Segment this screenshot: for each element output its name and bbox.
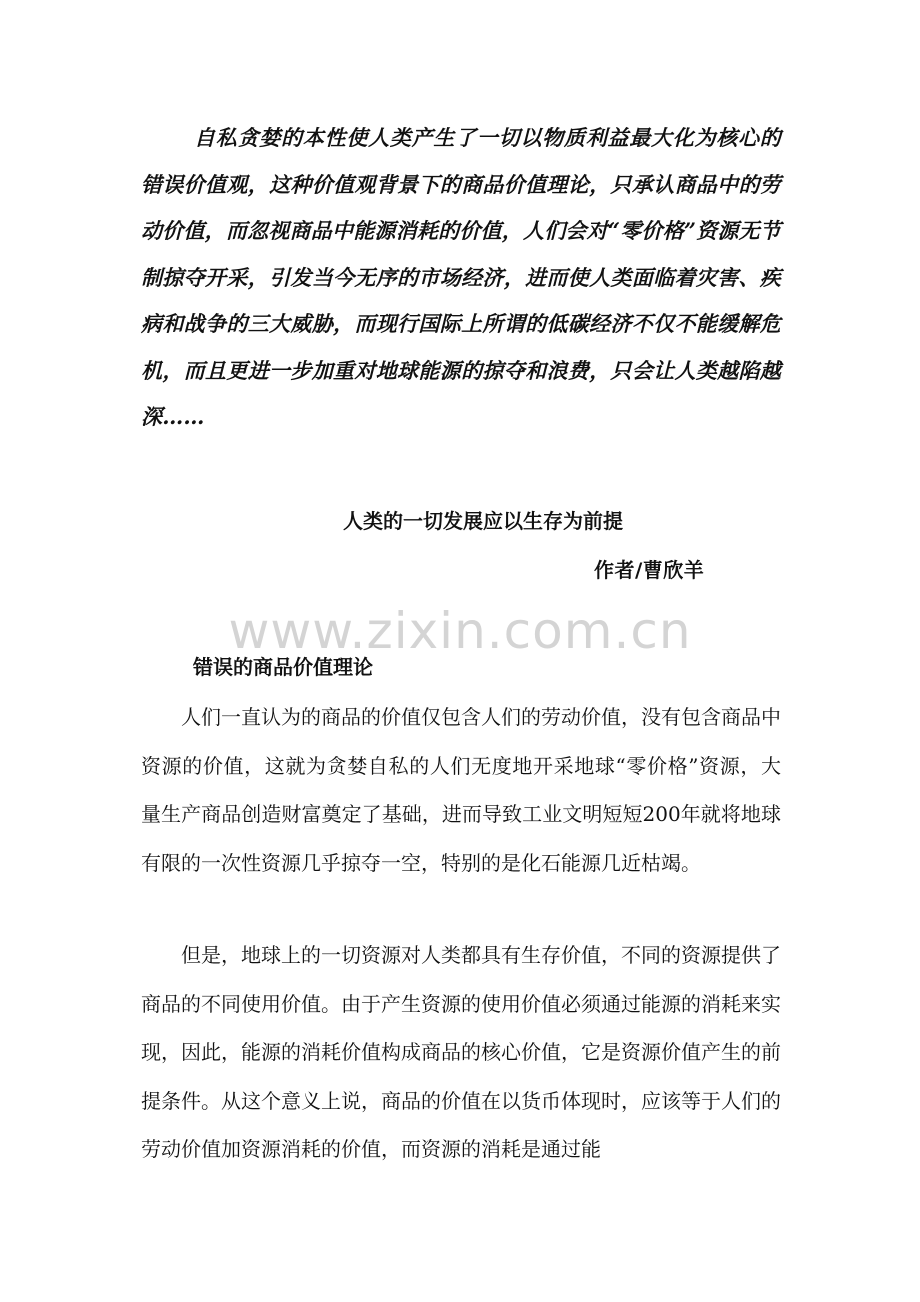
body-paragraph-2: 但是，地球上的一切资源对人类都具有生存价值，不同的资源提供了商品的不同使用价值。由于产生资源的使用价值必须通过能源的消耗来实现，因此，能源的消耗价值构成商品的核心价值，它是资源价值产生的前提条件。从这个意义上说，商品的价值在以货币体现时，应该等于人们的劳动价值加资源消耗的价值，而资源的消耗是通过能 <box>141 943 781 1161</box>
watermark: www.zixin.com.cn <box>228 602 692 660</box>
author-line: 作者/曹欣羊 <box>594 558 705 582</box>
body-paragraph-1: 人们一直认为的商品的价值仅包含人们的劳动价值，没有包含商品中资源的价值，这就为贪婪自私的人们无度地开采地球“零价格”资源，大量生产商品创造财富奠定了基础，进而导致工业文明短短200年就将地球有限的一次性资源几乎掠夺一空，特别的是化石能源几近枯竭。 <box>141 705 781 875</box>
section-heading: 错误的商品价值理论 <box>193 655 373 679</box>
abstract-paragraph: 自私贪婪的本性使人类产生了一切以物质利益最大化为核心的错误价值观，这种价值观背景下的商品价值理论，只承认商品中的劳动价值，而忽视商品中能源消耗的价值，人们会对“零价格”资源无节制掠夺开采，引发当今无序的市场经济，进而使人类面临着灾害、疾病和战争的三大威胁，而现行国际上所谓的低碳经济不仅不能缓解危机，而且更进一步加重对地球能源的掠夺和浪费，只会让人类越陷越深…… <box>141 125 781 429</box>
article-title: 人类的一切发展应以生存为前提 <box>343 509 623 533</box>
